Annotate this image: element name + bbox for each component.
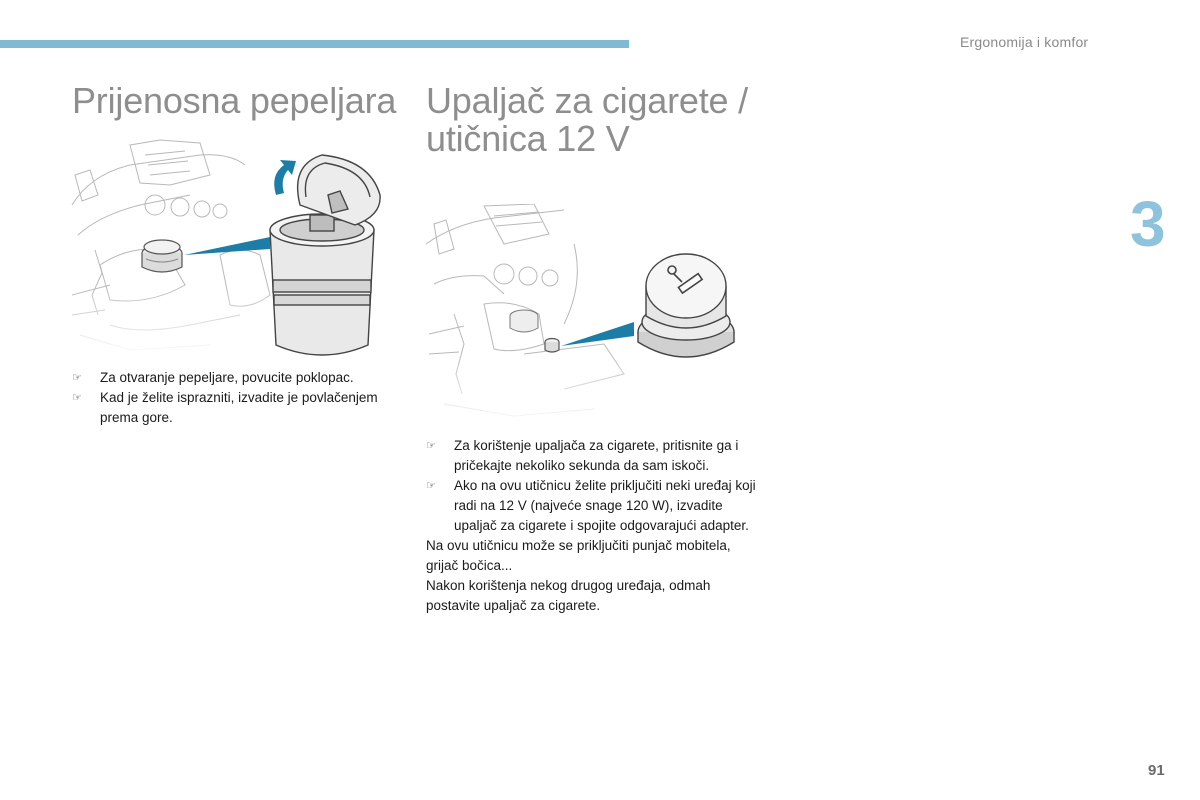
paragraph: Na ovu utičnicu može se priključiti punjač mobitela, grijač bočica... [426, 538, 731, 573]
chapter-number: 3 [1130, 188, 1166, 260]
list-item [426, 476, 756, 536]
ashtray-title: Prijenosna pepeljara [72, 80, 397, 121]
page-number: 91 [1148, 762, 1165, 779]
lighter-socket-title: Upaljač za cigarete / utičnica 12 V [426, 80, 748, 159]
bullet-text: Za otvaranje pepeljare, povucite poklopac. [100, 370, 354, 385]
list-item [426, 436, 756, 476]
lighter-illustration [424, 204, 754, 426]
ashtray-illustration [70, 135, 392, 357]
lighter-instructions [426, 436, 756, 616]
hand-pointer-icon: ☞ [426, 440, 436, 452]
bullet-text: Za korištenje upaljača za cigarete, pritisnite ga i pričekajte nekoliko sekunda da sam iskoči. [454, 438, 739, 473]
hand-pointer-icon: ☞ [72, 372, 82, 384]
paragraph: Nakon korištenja nekog drugog uređaja, odmah postavite upaljač za cigarete. [426, 578, 711, 613]
bullet-text: Kad je želite isprazniti, izvadite je povlačenjem prema gore. [100, 390, 378, 425]
hand-pointer-icon: ☞ [426, 480, 436, 492]
bullet-text: Ako na ovu utičnicu želite priključiti neki uređaj koji radi na 12 V (najveće snage 120 W), izvadite upaljač za cigarete i spojite odgovarajući adapter. [454, 478, 756, 533]
section-header: Ergonomija i komfor [960, 34, 1089, 50]
list-item [72, 388, 402, 428]
ashtray-instructions [72, 368, 402, 428]
hand-pointer-icon: ☞ [72, 392, 82, 404]
list-item [72, 368, 402, 388]
accent-bar [0, 40, 629, 48]
